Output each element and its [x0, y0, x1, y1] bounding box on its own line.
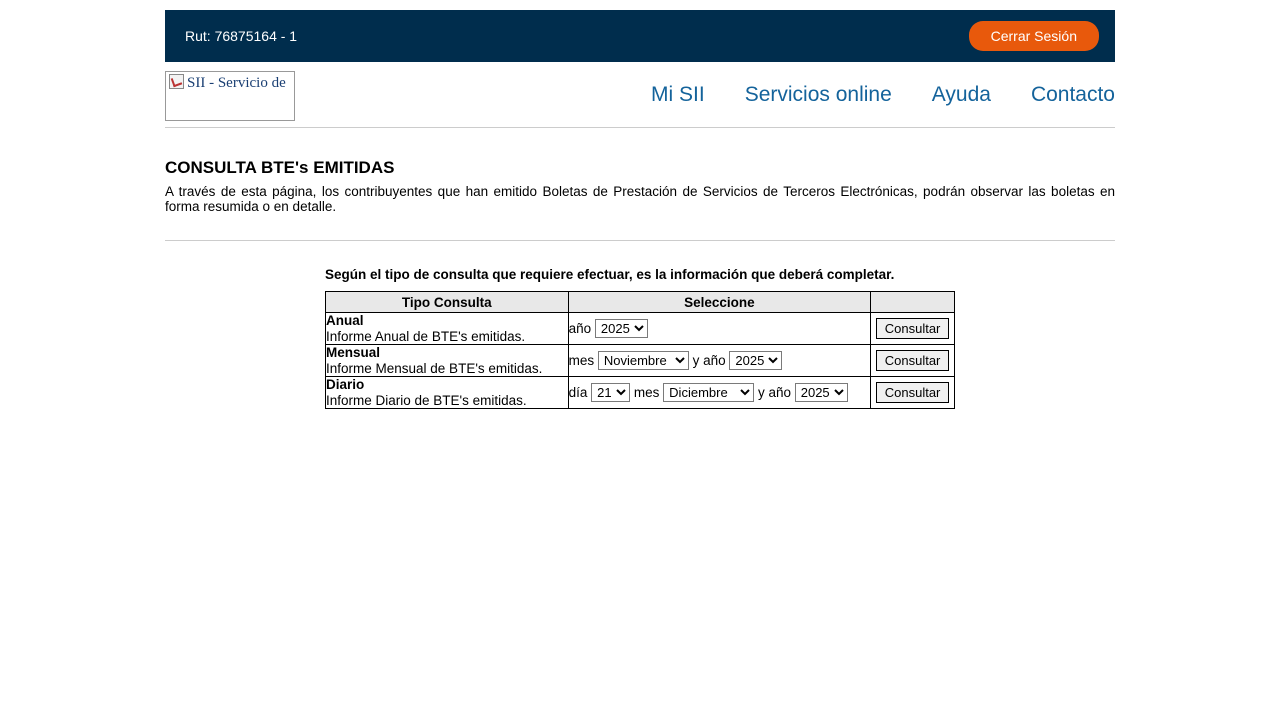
- table-row-anual: [326, 313, 955, 345]
- label-ano-diario: y año: [757, 385, 791, 400]
- label-ano-mensual: y año: [692, 353, 726, 368]
- cell-action-anual: [871, 313, 955, 345]
- cell-select-diario: [568, 377, 871, 409]
- query-table: [325, 291, 955, 409]
- select-month-diario[interactable]: [663, 383, 754, 402]
- table-header-row: [326, 292, 955, 313]
- content-frame: [165, 10, 1115, 409]
- nav-bar: [165, 62, 1115, 128]
- nav-ayuda[interactable]: Ayuda: [931, 82, 991, 106]
- rut-label: Rut: 76875164 - 1: [185, 28, 298, 44]
- type-desc-mensual: Informe Mensual de BTE's emitidas.: [326, 360, 543, 376]
- table-row-mensual: [326, 345, 955, 377]
- cell-action-diario: [871, 377, 955, 409]
- section-divider: [165, 240, 1115, 241]
- instruction-text: Según el tipo de consulta que requiere efectuar, es la información que deberá completar.: [325, 267, 895, 282]
- type-desc-diario: Informe Diario de BTE's emitidas.: [326, 392, 527, 408]
- cell-select-anual: [568, 313, 871, 345]
- page-heading: [165, 158, 1115, 241]
- header-action: [871, 292, 955, 313]
- label-mes-diario: mes: [633, 385, 660, 400]
- select-month-mensual[interactable]: [598, 351, 689, 370]
- cell-type-mensual: [326, 345, 569, 377]
- header-seleccione: Seleccione: [568, 292, 871, 313]
- cell-action-mensual: [871, 345, 955, 377]
- sii-logo[interactable]: [165, 71, 295, 121]
- table-row-diario: [326, 377, 955, 409]
- cell-type-anual: [326, 313, 569, 345]
- page-title: CONSULTA BTE's EMITIDAS: [165, 158, 395, 177]
- logo-alt-text: SII - Servicio de: [187, 74, 286, 91]
- nav-mi-sii[interactable]: Mi SII: [651, 82, 705, 106]
- label-mes-mensual: mes: [568, 353, 595, 368]
- nav-contacto[interactable]: Contacto: [1030, 82, 1115, 106]
- nav-links: [651, 83, 1115, 107]
- label-dia-diario: día: [568, 385, 588, 400]
- consultar-button-mensual[interactable]: Consultar: [876, 350, 950, 371]
- consultar-button-anual[interactable]: Consultar: [876, 318, 950, 339]
- select-year-anual[interactable]: [595, 319, 648, 338]
- consultar-button-diario[interactable]: Consultar: [876, 382, 950, 403]
- page-description: A través de esta página, los contribuyentes que han emitido Boletas de Prestación de Servicios de Terceros Electrónicas, podrán observar las boletas en forma resumida o en detalle.: [165, 184, 1115, 214]
- select-year-diario[interactable]: [795, 383, 848, 402]
- type-name-mensual: Mensual: [326, 345, 381, 360]
- cell-select-mensual: [568, 345, 871, 377]
- broken-image-icon: [169, 74, 184, 89]
- select-day-diario[interactable]: [591, 383, 630, 402]
- cell-type-diario: [326, 377, 569, 409]
- nav-servicios-online[interactable]: Servicios online: [744, 82, 892, 106]
- select-year-mensual[interactable]: [729, 351, 782, 370]
- label-ano-anual: año: [568, 321, 592, 336]
- query-section: [325, 267, 955, 409]
- type-name-anual: Anual: [326, 313, 364, 328]
- logout-button[interactable]: Cerrar Sesión: [969, 21, 1099, 51]
- type-desc-anual: Informe Anual de BTE's emitidas.: [326, 328, 526, 344]
- top-bar: [165, 10, 1115, 62]
- header-tipo-consulta: Tipo Consulta: [326, 292, 569, 313]
- type-name-diario: Diario: [326, 377, 365, 392]
